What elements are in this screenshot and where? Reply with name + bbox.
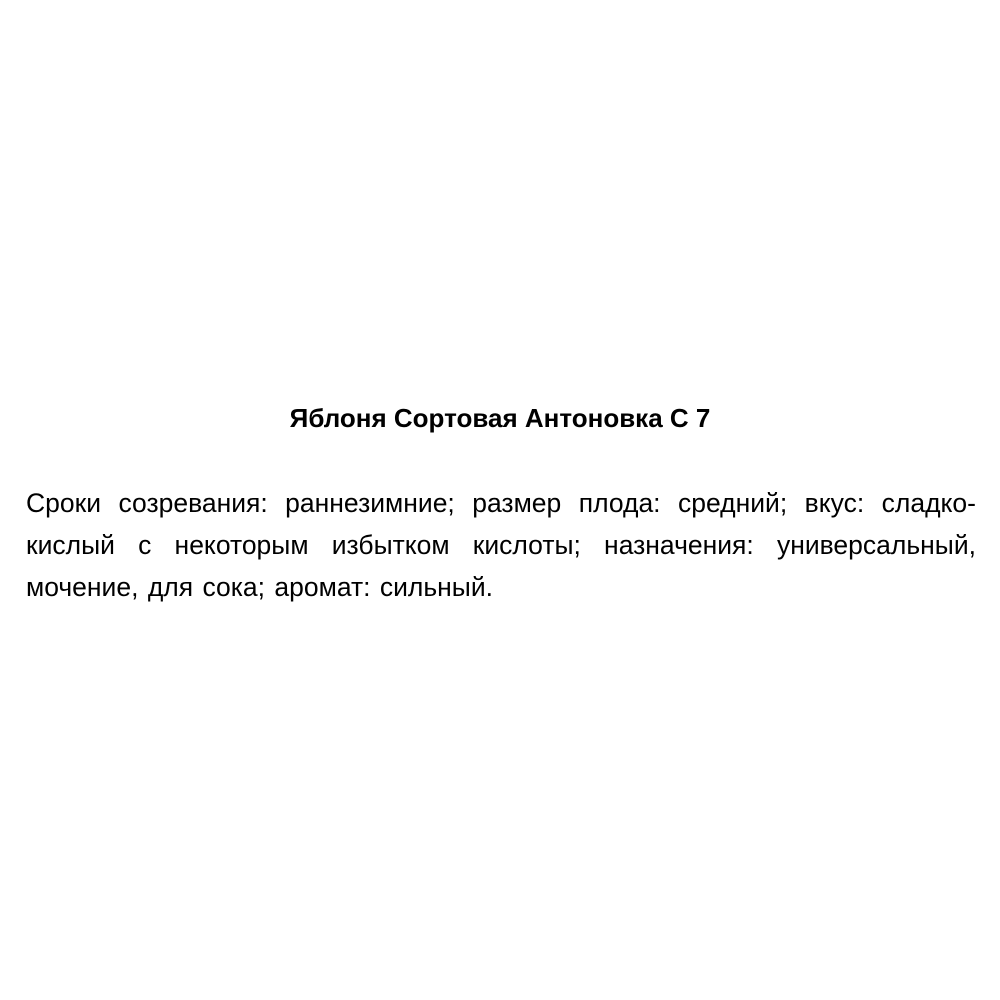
product-description: Сроки созревания: раннезимние; размер плода: средний; вкус: сладко-кислый с некоторым избытком кислоты; назначения: универсальный, мочение, для сока; аромат: сильный. [26, 488, 976, 602]
product-title: Яблоня Сортовая Антоновка С 7 [289, 403, 711, 433]
